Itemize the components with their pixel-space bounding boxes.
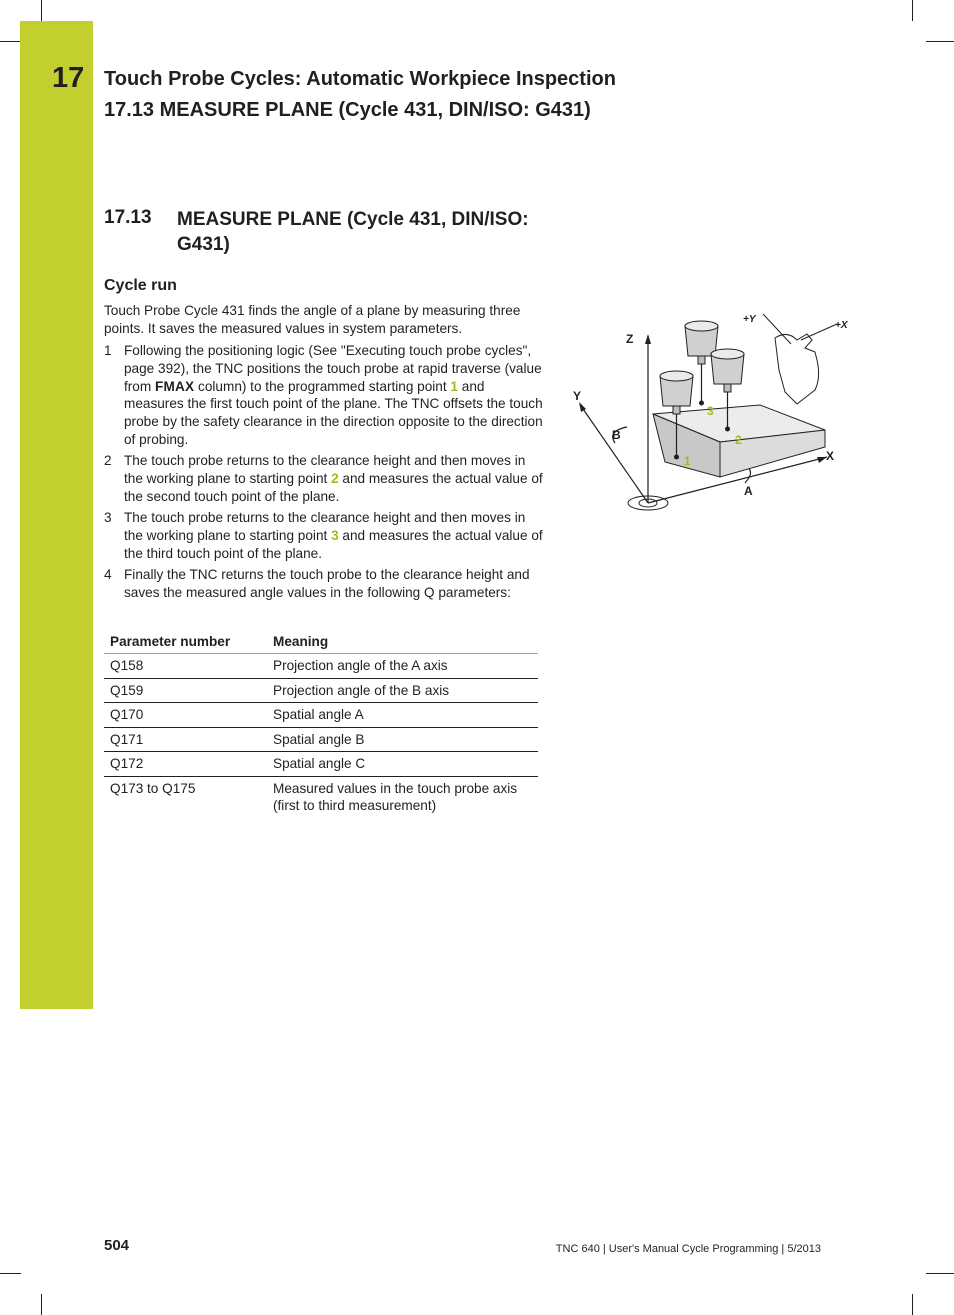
- y-axis: [581, 406, 648, 503]
- y-axis-label: Y: [573, 389, 582, 403]
- footer-text: TNC 640 | User's Manual Cycle Programming | 5/2013: [555, 1243, 821, 1255]
- table-cell: Q170: [104, 703, 267, 728]
- steps-list: [104, 342, 546, 606]
- table-row: [104, 776, 538, 818]
- step-text: Following the positioning logic (See "Executing touch probe cycles", page 392), the TNC positions the touch probe at rapid traverse (value from: [124, 343, 542, 394]
- plus-y-label: +Y: [743, 314, 756, 325]
- touch-probe-cap: [685, 321, 718, 331]
- running-header-title: Touch Probe Cycles: Automatic Workpiece Inspection: [104, 68, 616, 90]
- point-1-label: 1: [684, 454, 691, 468]
- probe-tip: [674, 455, 679, 460]
- list-item: [104, 566, 546, 602]
- fmax-code: FMAX: [154, 378, 195, 394]
- chapter-number: 17: [52, 62, 85, 94]
- touch-probe-cap: [711, 349, 744, 359]
- crop-mark: [926, 41, 954, 42]
- probe-shank: [698, 356, 705, 364]
- touch-probe-cap: [660, 371, 693, 381]
- crop-mark: [912, 1294, 913, 1315]
- step-text: and measures the actual value of the second touch point of the plane.: [124, 471, 543, 504]
- list-item: [104, 452, 546, 505]
- step-text: and measures the first touch point of the plane. The TNC offsets the touch probe by the safety clearance in the direction opposite to the direction of probing.: [124, 378, 543, 447]
- crop-mark: [926, 1273, 954, 1274]
- table-cell: Q159: [104, 678, 267, 703]
- step-number: 2: [104, 453, 112, 469]
- section-number: 17.13: [104, 207, 152, 228]
- intro-paragraph: Touch Probe Cycle 431 finds the angle of a plane by measuring three points. It saves the measured values in system parameters.: [104, 303, 521, 336]
- step-text: The touch probe returns to the clearance height and then moves in the working plane to starting point: [124, 510, 526, 544]
- table-cell: Spatial angle B: [267, 727, 538, 752]
- step-text: The touch probe returns to the clearance height and then moves in the working plane to starting point: [124, 453, 526, 487]
- step-text: column) to the programmed starting point: [194, 378, 451, 394]
- table-row: [104, 727, 538, 752]
- probe-tip: [725, 427, 730, 432]
- list-item: [104, 509, 546, 562]
- step-number: 1: [104, 343, 112, 358]
- a-axis-label: A: [744, 484, 753, 498]
- crop-mark: [41, 0, 42, 21]
- table-cell: Q172: [104, 752, 267, 777]
- parameter-table: [104, 632, 538, 818]
- point-number: 3: [331, 528, 339, 544]
- cycle-run-heading: Cycle run: [104, 277, 177, 294]
- table-header-row: [104, 632, 538, 654]
- b-axis-label: B: [612, 428, 621, 442]
- probe-tip: [699, 401, 704, 406]
- page-number: 504: [104, 1237, 130, 1254]
- crop-mark: [0, 41, 21, 42]
- table-row: [104, 752, 538, 777]
- table-cell: Projection angle of the A axis: [267, 654, 538, 679]
- column-header: Parameter number: [104, 632, 267, 654]
- hand-x-direction: [801, 324, 837, 340]
- table-cell: Q158: [104, 654, 267, 679]
- table-cell: Spatial angle A: [267, 703, 538, 728]
- step-text: Finally the TNC returns the touch probe to the clearance height and saves the measured angle values in the following Q parameters:: [124, 567, 530, 601]
- probe-shank: [673, 406, 680, 414]
- running-header-subtitle: 17.13 MEASURE PLANE (Cycle 431, DIN/ISO: G431): [104, 99, 591, 121]
- chapter-sidebar: [20, 21, 93, 1009]
- point-number: 2: [331, 471, 339, 487]
- point-2-label: 2: [735, 433, 742, 447]
- table-row: [104, 678, 538, 703]
- column-header: Meaning: [267, 632, 538, 654]
- table-cell: Q173 to Q175: [110, 780, 196, 796]
- probe-shank: [724, 384, 731, 392]
- z-arrow-icon: [645, 334, 651, 344]
- measure-plane-illustration: [565, 300, 855, 520]
- z-axis-label: Z: [626, 332, 634, 346]
- crop-mark: [912, 0, 913, 21]
- table-row: [104, 654, 538, 679]
- x-axis-label: X: [826, 449, 835, 463]
- y-arrow-icon: [579, 402, 586, 412]
- point-3-label: 3: [707, 404, 714, 418]
- list-item: [104, 342, 546, 449]
- table-cell: Q171: [104, 727, 267, 752]
- table-row: [104, 703, 538, 728]
- table-cell: Projection angle of the B axis: [267, 678, 538, 703]
- section-title: MEASURE PLANE (Cycle 431, DIN/ISO: G431): [177, 209, 529, 255]
- crop-mark: [41, 1294, 42, 1315]
- step-number: 4: [104, 567, 112, 583]
- step-number: 3: [104, 510, 112, 526]
- point-number: 1: [450, 378, 458, 394]
- table-cell: Spatial angle C: [267, 752, 538, 777]
- table-cell: Measured values in the touch probe axis (first to third measurement): [273, 780, 518, 813]
- crop-mark: [0, 1273, 21, 1274]
- step-text: and measures the actual value of the third touch point of the plane.: [124, 528, 543, 561]
- plus-x-label: +X: [835, 320, 848, 331]
- right-hand-rule-icon: [775, 334, 819, 404]
